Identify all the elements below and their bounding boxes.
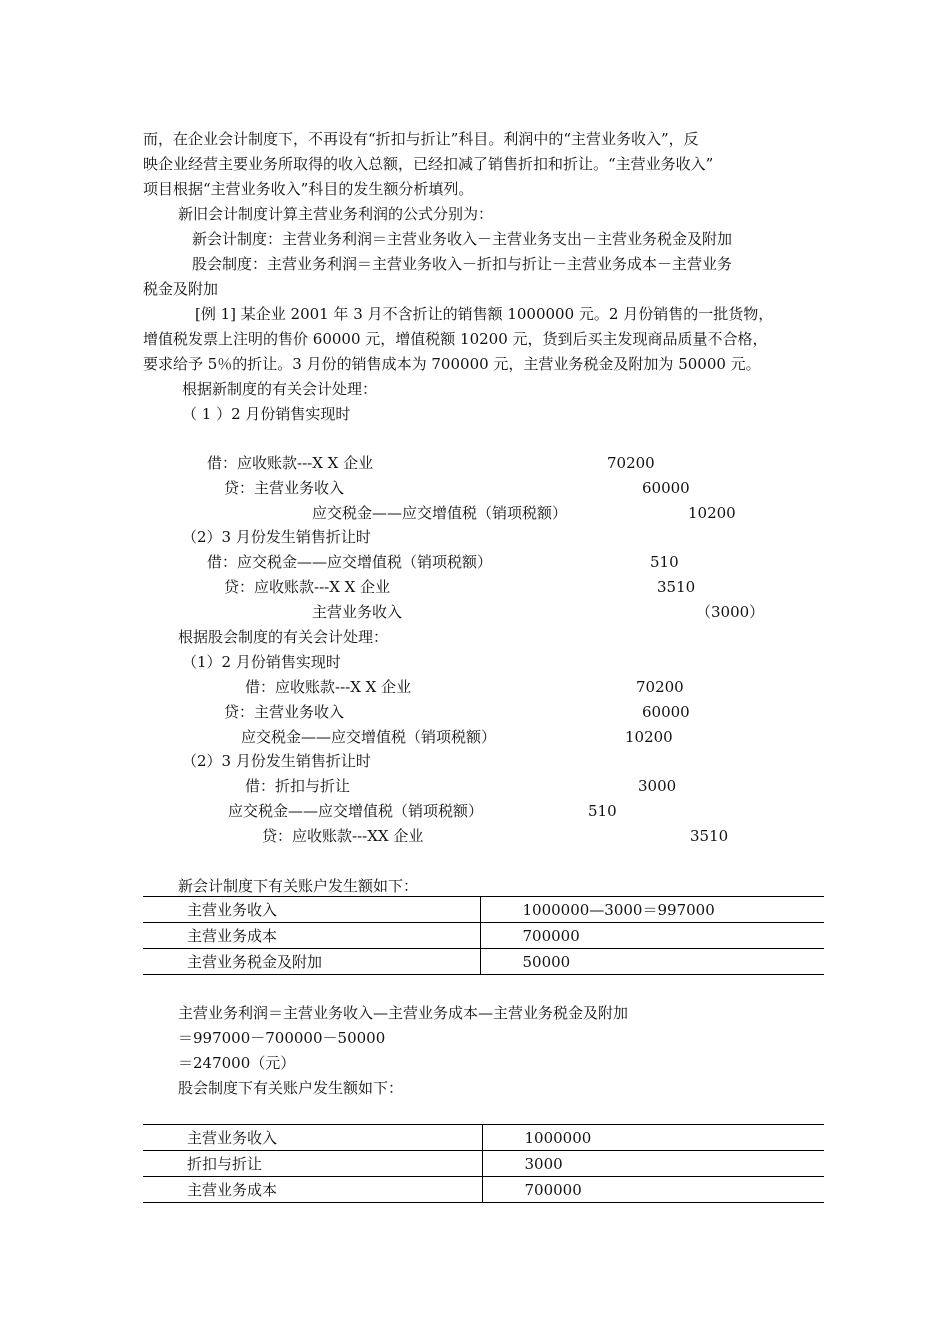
table-row — [143, 1125, 824, 1151]
profit-formula: 主营业务利润＝主营业务收入—主营业务成本—主营业务税金及附加 — [178, 1004, 629, 1022]
table-row — [143, 923, 824, 949]
table-cell-value: 1000000—3000＝997000 — [522, 901, 715, 919]
table-cell-account: 主营业务成本 — [143, 923, 480, 949]
entry-amount: 60000 — [642, 703, 690, 721]
entry-account: 借：应交税金——应交增值税（销项税额） — [207, 553, 493, 571]
table-row — [143, 1151, 824, 1177]
formula-old-system: 股会制度：主营业务利润＝主营业务收入－折扣与折让－主营业务成本－主营业务 — [192, 255, 733, 273]
table-cell-value: 700000 — [522, 926, 580, 945]
profit-result: ＝247000（元） — [178, 1054, 296, 1072]
old-system-table — [143, 1124, 824, 1203]
old-table-title: 股会制度下有关账户发生额如下： — [178, 1079, 404, 1097]
entry-amount: 70200 — [636, 678, 684, 696]
entry-account: 主营业务收入 — [312, 603, 403, 621]
entry-amount: 70200 — [607, 454, 655, 472]
new-table-title: 新会计制度下有关账户发生额如下： — [178, 877, 419, 895]
formula-intro: 新旧会计制度计算主营业务利润的公式分别为： — [178, 205, 494, 223]
new-system-table — [143, 896, 824, 975]
old-step2-heading: （2）3 月份发生销售折让时 — [182, 752, 371, 770]
entry-account: 贷：主营业务收入 — [224, 479, 345, 497]
formula-old-system-cont: 税金及附加 — [143, 280, 219, 298]
entry-amount: 510 — [650, 553, 679, 571]
formula-new-system: 新会计制度：主营业务利润＝主营业务收入－主营业务支出－主营业务税金及附加 — [192, 230, 733, 248]
table-row — [143, 949, 824, 975]
old-system-heading: 根据股会制度的有关会计处理： — [178, 628, 389, 646]
paragraph-line: 而，在企业会计制度下，不再设有“折扣与折让”科目。利润中的“主营业务收入”，反 — [143, 130, 699, 148]
entry-account: 应交税金——应交增值税（销项税额） — [228, 802, 484, 820]
new-system-heading: 根据新制度的有关会计处理： — [182, 380, 378, 398]
table-cell-value: 1000000 — [524, 1128, 592, 1147]
table-cell-account: 主营业务税金及附加 — [143, 949, 480, 975]
entry-account: 借：折扣与折让 — [245, 777, 351, 795]
entry-amount: 3510 — [690, 827, 729, 845]
paragraph-line: 映企业经营主要业务所取得的收入总额，已经扣减了销售折扣和折让。“主营业务收入” — [143, 155, 714, 173]
entry-account: 贷：主营业务收入 — [224, 703, 345, 721]
table-row — [143, 1177, 824, 1203]
table-cell-account: 主营业务收入 — [143, 897, 480, 923]
entry-amount: 3510 — [657, 578, 696, 596]
entry-amount: 3000 — [638, 777, 677, 795]
profit-formula-values: ＝997000－700000－50000 — [178, 1029, 386, 1047]
entry-amount: 10200 — [688, 504, 736, 522]
table-cell-account: 折扣与折让 — [143, 1151, 482, 1177]
table-cell-value: 700000 — [524, 1180, 582, 1199]
table-cell-value: 3000 — [524, 1154, 563, 1173]
entry-amount: 510 — [588, 802, 617, 820]
entry-amount: （3000） — [696, 603, 765, 621]
old-step1-heading: （1）2 月份销售实现时 — [182, 653, 341, 671]
entry-account: 应交税金——应交增值税（销项税额） — [312, 504, 568, 522]
table-cell-account: 主营业务成本 — [143, 1177, 482, 1203]
table-cell-account: 主营业务收入 — [143, 1125, 482, 1151]
entry-account: 贷：应收账款---XX 企业 — [262, 827, 424, 845]
new-step2-heading: （2）3 月份发生销售折让时 — [182, 528, 371, 546]
entry-amount: 10200 — [625, 728, 673, 746]
entry-account: 借：应收账款---X X 企业 — [207, 454, 374, 472]
entry-account: 贷：应收账款---X X 企业 — [224, 578, 391, 596]
entry-account: 应交税金——应交增值税（销项税额） — [241, 728, 497, 746]
paragraph-line: 项目根据“主营业务收入”科目的发生额分析填列。 — [143, 180, 474, 198]
new-step1-heading: （ 1 ）2 月份销售实现时 — [182, 405, 351, 423]
example-line: 要求给予 5％的折让。3 月份的销售成本为 700000 元，主营业务税金及附加为 50000 元。 — [143, 355, 761, 373]
entry-amount: 60000 — [642, 479, 690, 497]
entry-account: 借：应收账款---X X 企业 — [245, 678, 412, 696]
table-row — [143, 897, 824, 923]
example-line: [例 1] 某企业 2001 年 3 月不含折让的销售额 1000000 元。2 月份销售的一批货物， — [195, 305, 774, 323]
example-line: 增值税发票上注明的售价 60000 元，增值税额 10200 元，货到后买主发现商品质量不合格， — [143, 330, 768, 348]
table-cell-value: 50000 — [522, 952, 571, 971]
